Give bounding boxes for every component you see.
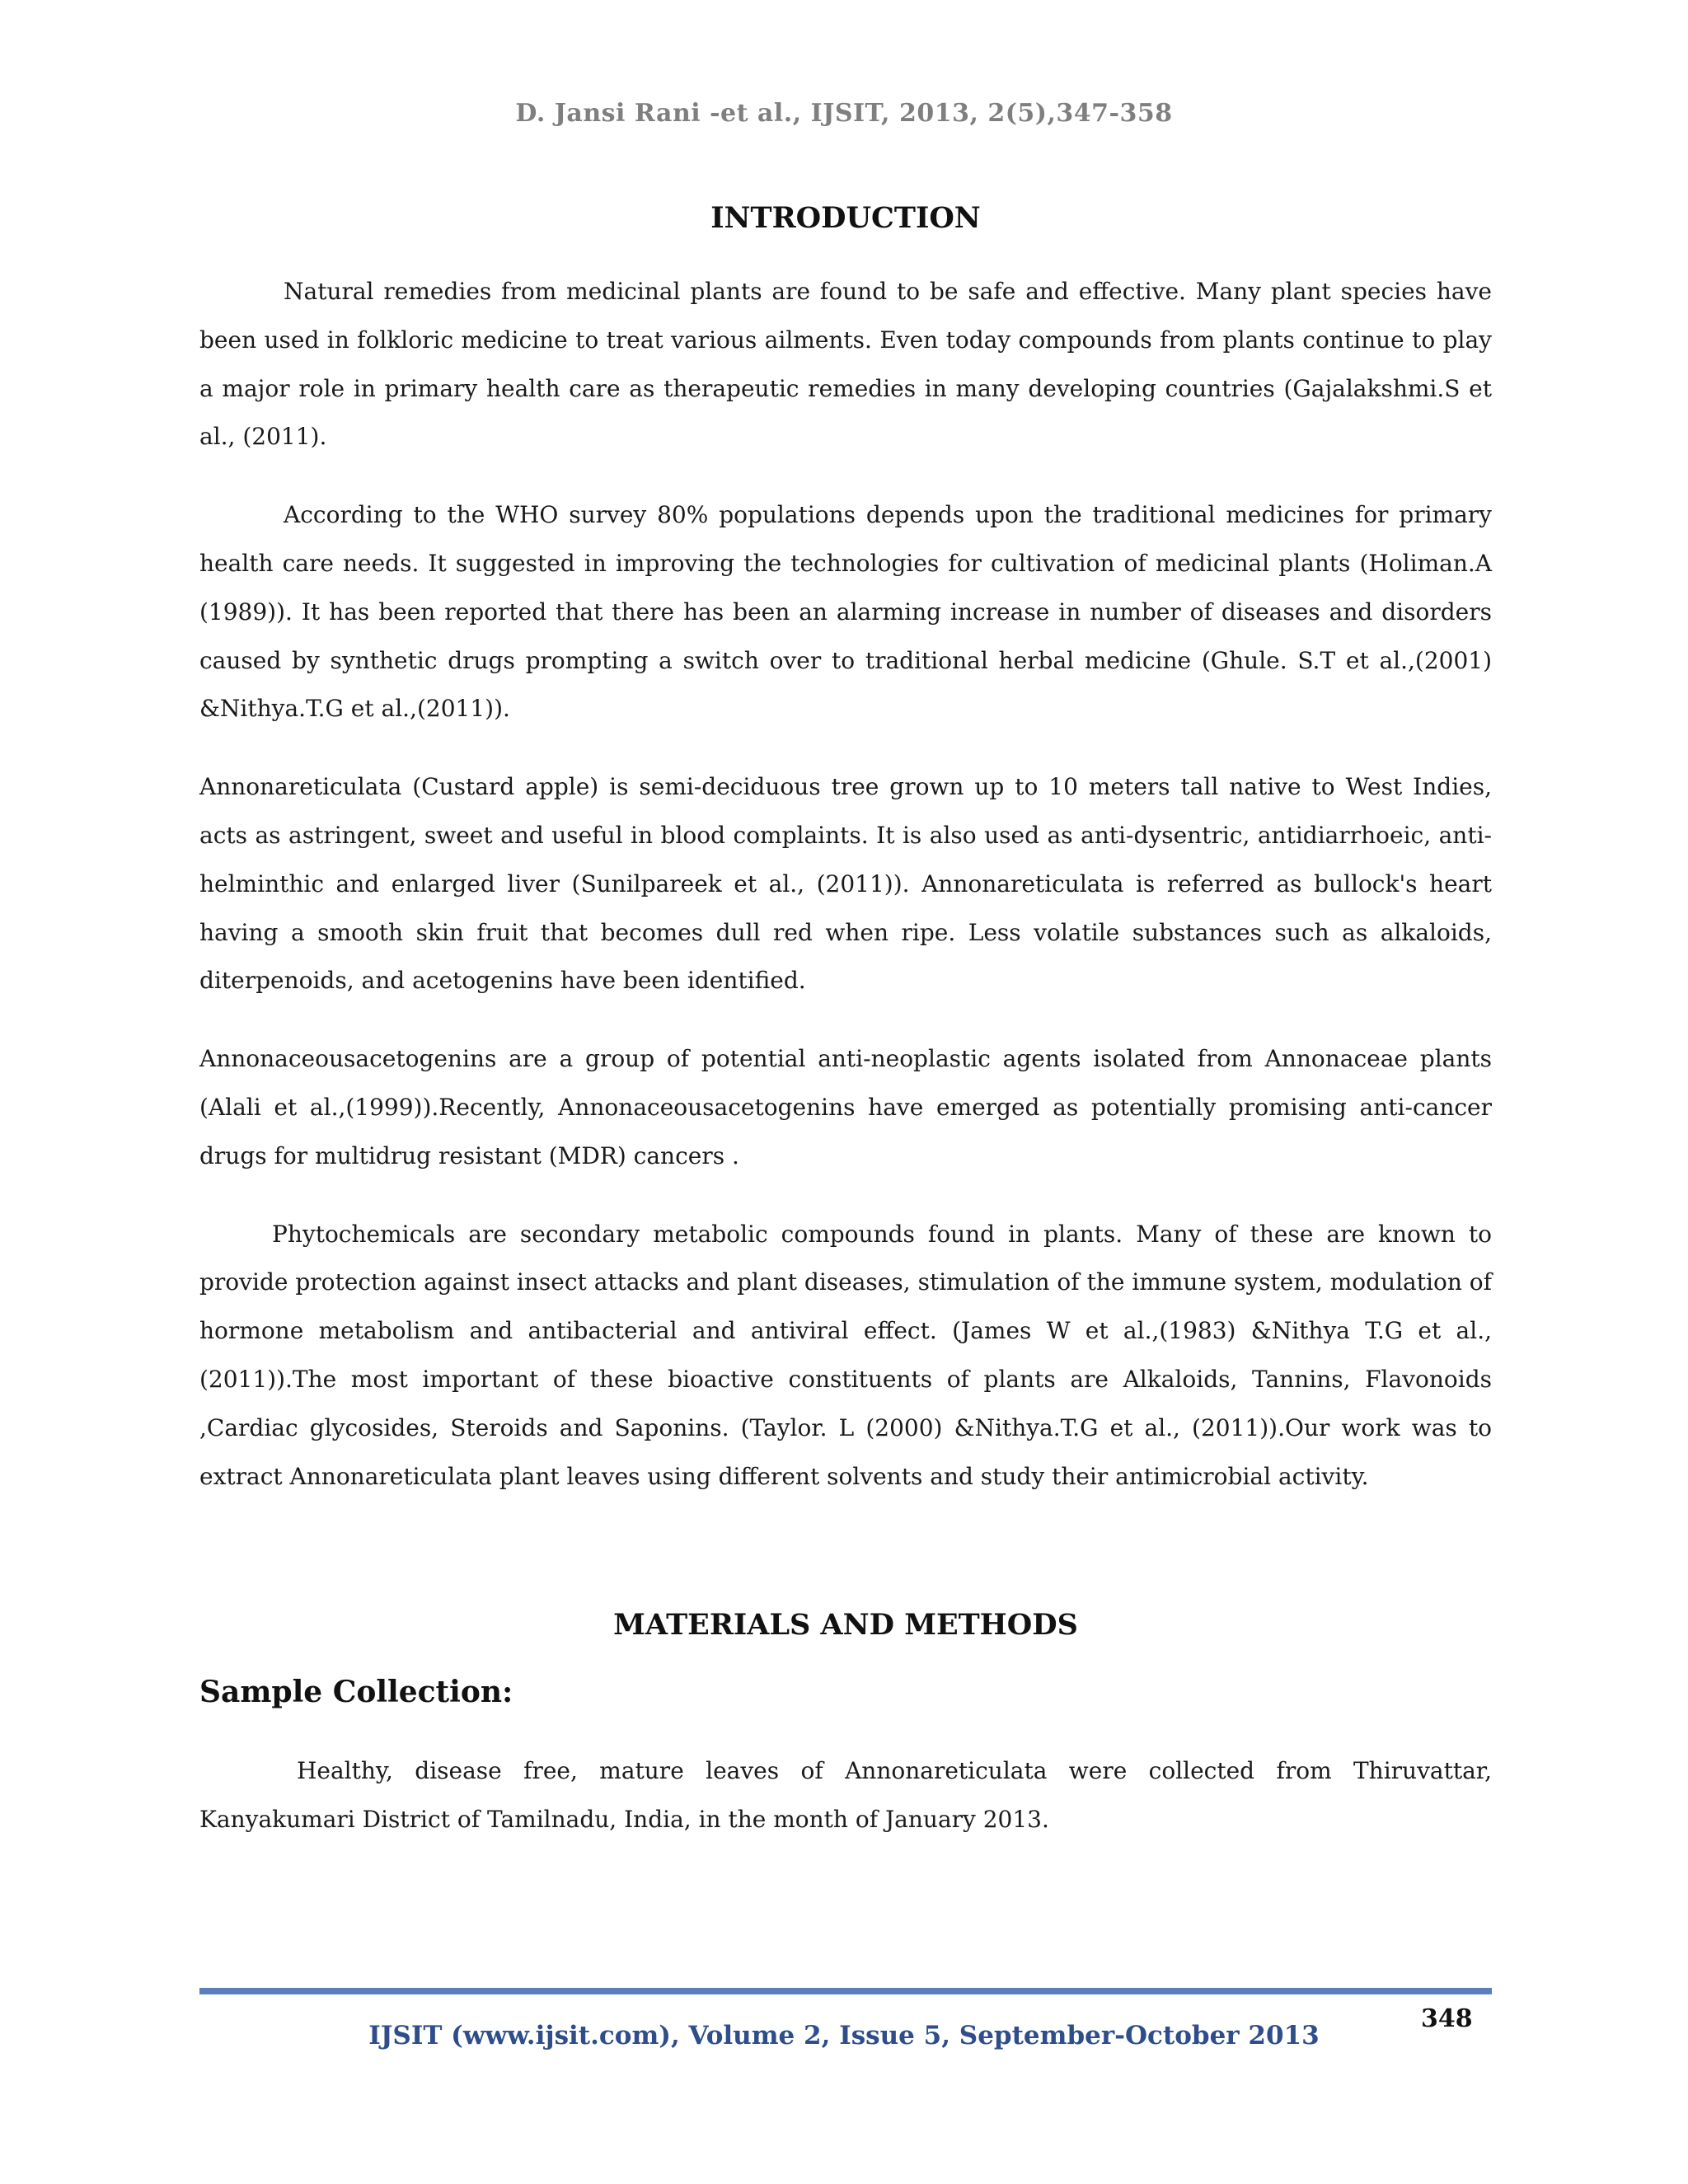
intro-paragraph-1: Natural remedies from medicinal plants are found to be safe and effective. Many plant species have been used in folkloric medicine to treat various ailments. Even today compounds from plants continue to play a major role in primary health care as therapeutic remedies in many developing countries (Gajalakshmi.S et al., (2011). bbox=[199, 278, 1492, 451]
footer-rule bbox=[199, 1988, 1492, 1994]
running-head: D. Jansi Rani -et al., IJSIT, 2013, 2(5),347-358 bbox=[515, 99, 1173, 128]
article-body bbox=[199, 198, 1492, 1874]
page-number: 348 bbox=[1421, 2004, 1473, 2033]
journal-footer: IJSIT (www.ijsit.com), Volume 2, Issue 5, September-October 2013 bbox=[368, 2021, 1320, 2050]
introduction-heading: INTRODUCTION bbox=[710, 201, 981, 235]
intro-paragraph-3: Annonareticulata (Custard apple) is semi-deciduous tree grown up to 10 meters tall native to West Indies, acts as astringent, sweet and useful in blood complaints. It is also used as anti-dysentric, antidiarrhoeic, anti-helminthic and enlarged liver (Sunilpareek et al., (2011)). Annonareticulata is referred as bullock's heart having a smooth skin fruit that becomes dull red when ripe. Less volatile substances such as alkaloids, diterpenoids, and acetogenins have been identified. bbox=[199, 773, 1492, 995]
sample-collection-heading: Sample Collection: bbox=[199, 1675, 513, 1710]
methods-heading: MATERIALS AND METHODS bbox=[613, 1608, 1078, 1643]
intro-paragraph-4: Annonaceousacetogenins are a group of potential anti-neoplastic agents isolated from Annonaceae plants (Alali et al.,(1999)).Recently, Annonaceousacetogenins have emerged as potentially promising anti-cancer drugs for multidrug resistant (MDR) cancers . bbox=[199, 1045, 1492, 1169]
sample-collection-paragraph: Healthy, disease free, mature leaves of Annonareticulata were collected from Thiruvattar, Kanyakumari District of Tamilnadu, India, in the month of January 2013. bbox=[199, 1757, 1492, 1834]
intro-paragraph-2: According to the WHO survey 80% populations depends upon the traditional medicines for primary health care needs. It suggested in improving the technologies for cultivation of medicinal plants (Holiman.A (1989)). It has been reported that there has been an alarming increase in number of diseases and disorders caused by synthetic drugs prompting a switch over to traditional herbal medicine (Ghule. S.T et al.,(2001) &Nithya.T.G et al.,(2011)). bbox=[199, 501, 1492, 723]
intro-paragraph-5: Phytochemicals are secondary metabolic compounds found in plants. Many of these are known to provide protection against insect attacks and plant diseases, stimulation of the immune system, modulation of hormone metabolism and antibacterial and antiviral effect. (James W et al.,(1983) &Nithya T.G et al.,(2011)).The most important of these bioactive constituents of plants are Alkaloids, Tannins, Flavonoids ,Cardiac glycosides, Steroids and Saponins. (Taylor. L (2000) &Nithya.T.G et al., (2011)).Our work was to extract Annonareticulata plant leaves using different solvents and study their antimicrobial activity. bbox=[199, 1220, 1492, 1490]
